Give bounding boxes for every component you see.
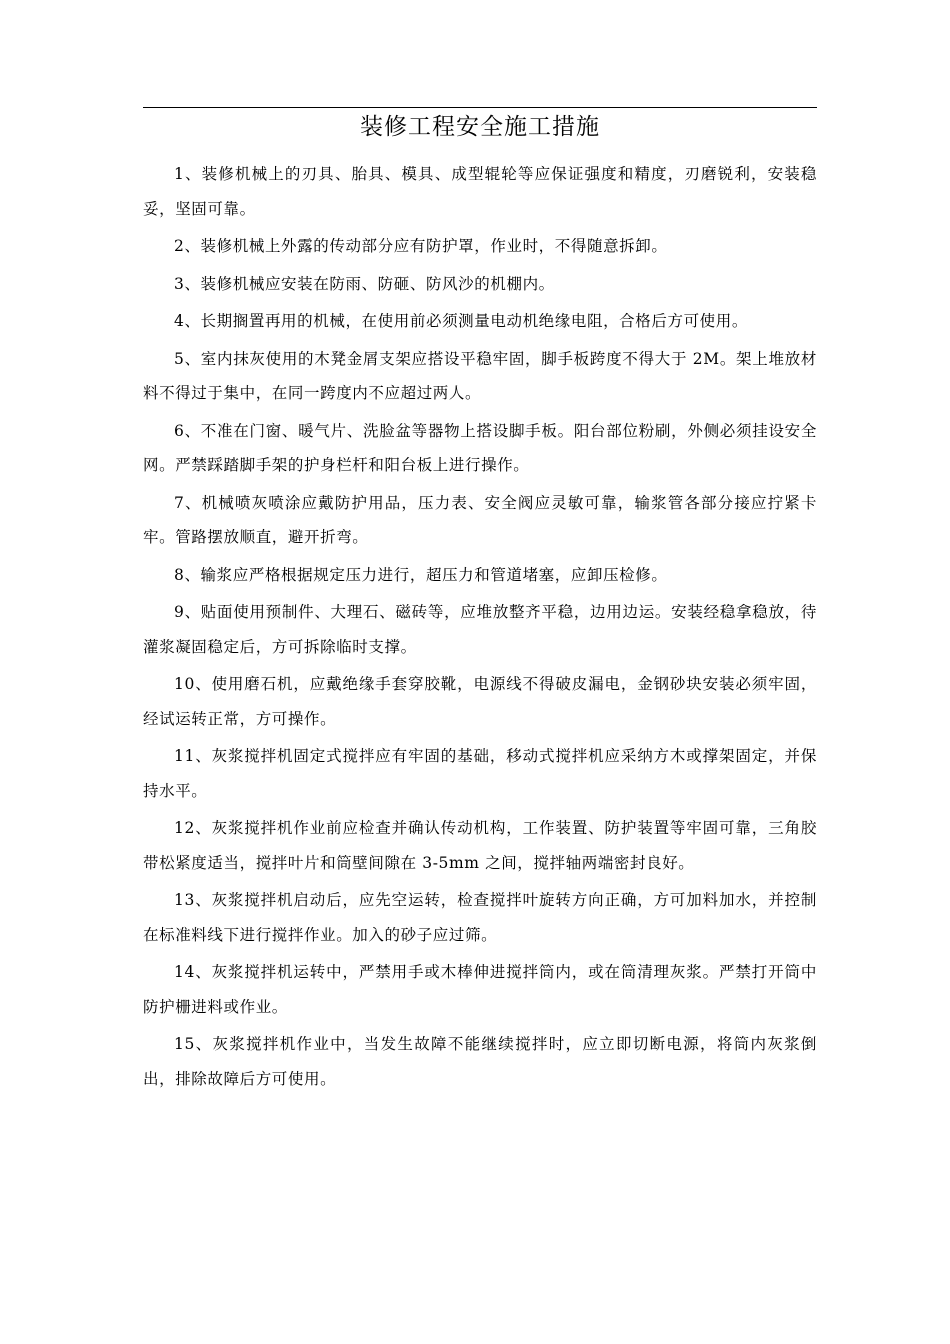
paragraph-4: 4、长期搁置再用的机械，在使用前必须测量电动机绝缘电阻，合格后方可使用。	[174, 312, 748, 330]
paragraph-14: 14、灰浆搅拌机运转中，严禁用手或木棒伸进搅拌筒内，或在筒清理灰浆。严禁打开筒中防护栅进料或作业。	[143, 963, 817, 1016]
paragraph-13: 13、灰浆搅拌机启动后，应先空运转，检查搅拌叶旋转方向正确，方可加料加水，并控制在标准料线下进行搅拌作业。加入的砂子应过筛。	[143, 891, 817, 944]
paragraph-15: 15、灰浆搅拌机作业中，当发生故障不能继续搅拌时，应立即切断电源，将筒内灰浆倒出，排除故障后方可使用。	[143, 1035, 817, 1088]
paragraph-8: 8、输浆应严格根据规定压力进行，超压力和管道堵塞，应卸压检修。	[174, 565, 668, 584]
paragraph-7: 7、机械喷灰喷涂应戴防护用品，压力表、安全阀应灵敏可靠，输浆管各部分接应拧紧卡牢。管路摆放顺直，避开折弯。	[143, 493, 817, 546]
paragraph-6: 6、不准在门窗、暖气片、洗脸盆等器物上搭设脚手板。阳台部位粉刷，外侧必须挂设安全网。严禁踩踏脚手架的护身栏杆和阳台板上进行操作。	[143, 421, 817, 474]
paragraph-12: 12、灰浆搅拌机作业前应检查并确认传动机构，工作装置、防护装置等牢固可靠，三角胶带松紧度适当，搅拌叶片和筒壁间隙在 3-5mm 之间，搅拌轴两端密封良好。	[143, 819, 817, 872]
header-rule	[143, 107, 817, 108]
paragraph-9: 9、贴面使用预制件、大理石、磁砖等，应堆放整齐平稳，边用边运。安装经稳拿稳放，待灌浆凝固稳定后，方可拆除临时支撑。	[143, 603, 817, 656]
paragraph-11: 11、灰浆搅拌机固定式搅拌应有牢固的基础，移动式搅拌机应采纳方木或撑架固定，并保持水平。	[143, 747, 817, 800]
paragraph-10: 10、使用磨石机，应戴绝缘手套穿胶靴，电源线不得破皮漏电，金钢砂块安装必须牢固，经试运转正常，方可操作。	[143, 675, 817, 728]
document-title: 装修工程安全施工措施	[360, 114, 600, 140]
paragraph-5: 5、室内抹灰使用的木凳金屑支架应搭设平稳牢固，脚手板跨度不得大于 2M。架上堆放材料不得过于集中，在同一跨度内不应超过两人。	[143, 349, 817, 402]
paragraph-2: 2、装修机械上外露的传动部分应有防护罩，作业时，不得随意拆卸。	[174, 237, 668, 255]
paragraph-3: 3、装修机械应安装在防雨、防砸、防风沙的机棚内。	[174, 274, 555, 293]
document-body	[143, 157, 817, 1099]
paragraph-1: 1、装修机械上的刃具、胎具、模具、成型辊轮等应保证强度和精度，刃磨锐利，安装稳妥，坚固可靠。	[143, 165, 817, 218]
